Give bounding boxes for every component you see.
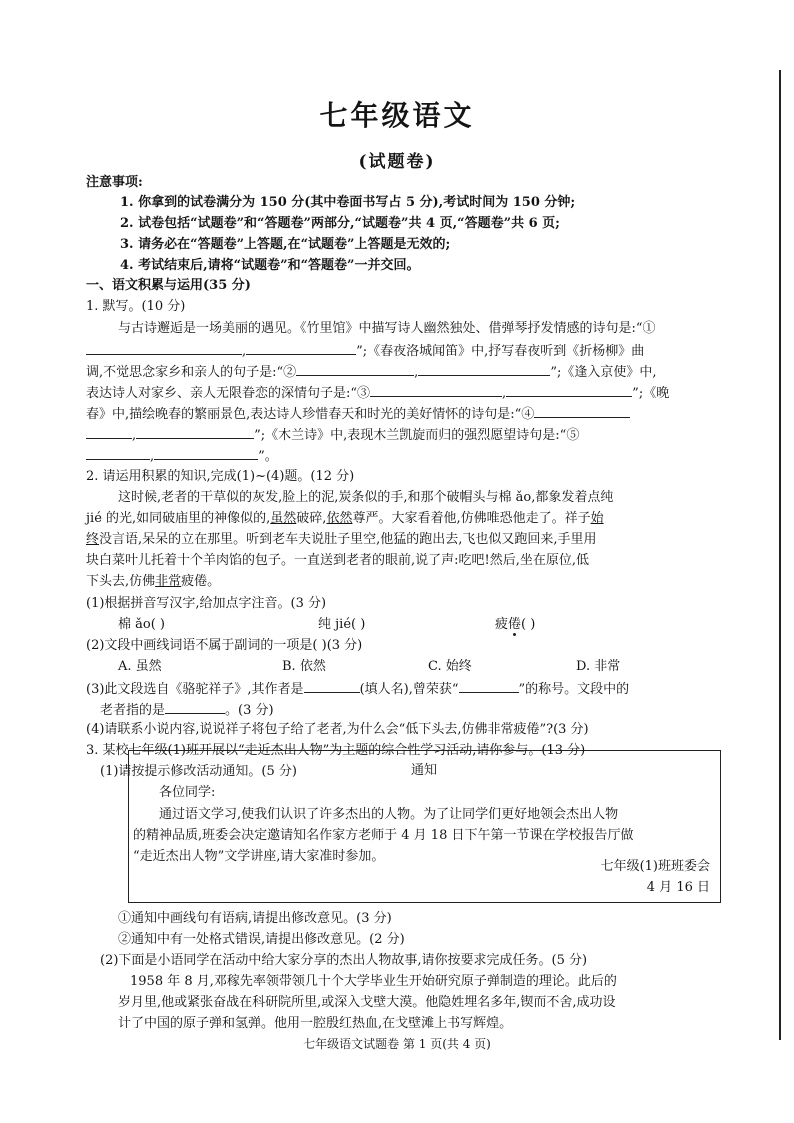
answer-blank[interactable]: [86, 446, 150, 460]
passage-text: 下头去,仿佛: [86, 574, 156, 589]
underlined-word: 虽然: [270, 511, 297, 526]
page-footer: 七年级语文试题卷 第 1 页(共 4 页): [303, 1037, 491, 1051]
question-text: 。(3 分): [225, 703, 274, 718]
q1-text: ”;《木兰诗》中,表现木兰凯旋而归的强烈愿望诗句是:“⑤: [254, 428, 580, 443]
note-item-2: 2. 试卷包括“试题卷”和“答题卷”两部分,“试题卷”共 4 页,“答题卷”共 6 页;: [120, 216, 560, 231]
underlined-word: 终: [86, 532, 100, 547]
question-text: (填人名),曾荣获“: [359, 682, 459, 697]
q1-line-1: [118, 320, 656, 337]
answer-blank[interactable]: [165, 700, 225, 714]
dotted-character: 倦: [508, 617, 522, 632]
q1-text: 春》中,描绘晚春的繁丽景色,表达诗人珍惜春天和时光的美好情怀的诗句是:“④: [86, 407, 535, 422]
story-line-1: 1958 年 8 月,邓稼先率领带领几十个大学毕业生开始研究原子弹制造的理论。此后的: [130, 974, 617, 989]
q1-line-4: 表达诗人对家乡、亲人无限眷恋的深情句子是:“③ , ”;《晚: [86, 383, 669, 402]
question-text: ”的称号。文段中的: [518, 682, 630, 697]
pinyin-item-1: 棉 ǎo( ): [118, 617, 165, 632]
q1-text: ”;《春夜洛城闻笛》中,抒写春夜听到《折杨柳》曲: [356, 344, 645, 359]
q3-task-2: ②通知中有一处格式错误,请提出修改意见。(2 分): [118, 932, 405, 947]
passage-text: 破碎,: [296, 511, 327, 526]
q1-text: 表达诗人对家乡、亲人无限眷恋的深情句子是:“③: [86, 386, 371, 401]
story-line-3: 计了中国的原子弹和氢弹。他用一腔殷红热血,在戈壁滩上书写辉煌。: [118, 1016, 513, 1031]
q2-passage-line-2: [86, 510, 604, 527]
q2-subquestion-3: [86, 679, 629, 698]
option-a[interactable]: A. 虽然: [118, 659, 162, 674]
passage-text: 尊严。大家看着他,仿佛唯恐他走了。祥子: [352, 511, 591, 526]
q2-heading: 2. 请运用积累的知识,完成(1)~(4)题。(12 分): [86, 469, 355, 484]
answer-blank[interactable]: [86, 425, 132, 439]
q2-passage-line-5: [86, 573, 220, 590]
answer-blank[interactable]: [418, 362, 550, 376]
underlined-word: 依然: [326, 511, 353, 526]
q1-text: 与古诗邂逅是一场美丽的遇见。《竹里馆》中描写诗人幽然独处、借弹琴抒发情感的诗句是:“①: [118, 321, 656, 336]
q2-passage-line-1: 这时候,老者的干草似的灰发,脸上的泥,炭条似的手,和那个破帽头与棉 ǎo,都象发着点纯: [118, 490, 614, 505]
section-heading: 一、语文积累与运用(35 分): [86, 278, 251, 293]
q2-passage-line-4: 块白菜叶儿托着十个羊肉馅的包子。一直送到老者的眼前,说了声:吃吧!然后,坐在原位,低: [86, 553, 590, 568]
option-d[interactable]: D. 非常: [576, 659, 621, 674]
answer-blank[interactable]: [370, 383, 502, 397]
q3-subquestion-1: (1)请按提示修改活动通知。(5 分): [100, 764, 297, 779]
notice-body-line-2: 的精神品质,班委会决定邀请知名作家方老师于 4 月 18 日下午第一节课在学校报告厅做: [133, 828, 634, 843]
answer-blank[interactable]: [296, 362, 414, 376]
q1-text: ”。: [258, 449, 278, 464]
answer-blank[interactable]: [304, 679, 360, 693]
q3-subquestion-2: (2)下面是小语同学在活动中给大家分享的杰出人物故事,请你按要求完成任务。(5 分): [100, 953, 588, 968]
page-edge-line: [779, 70, 781, 1040]
question-text: (3)此文段选自《骆驼祥子》,其作者是: [86, 682, 304, 697]
answer-blank[interactable]: [534, 404, 630, 418]
note-item-4: 4. 考试结束后,请将“试题卷”和“答题卷”一并交回。: [120, 258, 420, 273]
underlined-word: 始: [590, 511, 604, 526]
q1-line-2: , ”;《春夜洛城闻笛》中,抒写春夜听到《折杨柳》曲: [86, 341, 644, 360]
q1-line-3: 调,不觉思念家乡和亲人的句子是:“② , ”;《逢入京使》中,: [86, 362, 656, 381]
story-line-2: 岁月里,他或紧张奋战在科研院所里,或深入戈壁大漠。他隐姓埋名多年,锲而不舍,成功设: [118, 995, 616, 1010]
q1-text: ”;《晚: [632, 386, 670, 401]
passage-text: jié 的光,如同破庙里的神像似的,: [86, 511, 271, 526]
q1-text: 调,不觉思念家乡和亲人的句子是:“②: [86, 365, 297, 380]
question-text: 老者指的是: [100, 703, 166, 718]
q2-subquestion-4: (4)请联系小说内容,说说祥子将包子给了老者,为什么会“低下头去,仿佛非常疲倦”?(3 分): [86, 722, 589, 737]
underlined-word: 非常: [155, 574, 182, 589]
page-subtitle: (试题卷): [358, 152, 436, 172]
notice-title: 通知: [410, 763, 437, 778]
answer-blank[interactable]: [136, 425, 254, 439]
notes-heading: 注意事项:: [86, 175, 143, 190]
answer-blank[interactable]: [246, 341, 356, 355]
notice-date: 4 月 16 日: [646, 880, 710, 895]
q1-line-5: [86, 404, 630, 423]
q2-subquestion-3-cont: [100, 700, 274, 719]
q1-text: ”;《逢入京使》中,: [550, 365, 657, 380]
option-c[interactable]: C. 始终: [428, 659, 472, 674]
q1-line-6: , ”;《木兰诗》中,表现木兰凯旋而归的强烈愿望诗句是:“⑤: [86, 425, 579, 444]
page-title: 七年级语文: [319, 99, 475, 132]
notice-body-line-1: 通过语文学习,使我们认识了许多杰出的人物。为了让同学们更好地领会杰出人物: [159, 807, 619, 822]
answer-blank[interactable]: [86, 341, 242, 355]
word-text: ( ): [521, 617, 536, 632]
pinyin-item-2: 纯 jié( ): [318, 617, 366, 632]
q1-heading: 1. 默写。(10 分): [86, 299, 186, 314]
passage-text: 没言语,呆呆的立在那里。听到老车夫说肚子里空,他猛的跑出去,飞也似又跑回来,手里用: [99, 532, 597, 547]
answer-blank[interactable]: [459, 679, 519, 693]
passage-text: 疲倦。: [181, 574, 221, 589]
notice-box: [128, 750, 721, 903]
answer-blank[interactable]: [506, 383, 632, 397]
notice-body-line-3: “走近杰出人物”文学讲座,请大家准时参加。: [133, 849, 385, 864]
notice-signer: 七年级(1)班班委会: [600, 859, 710, 874]
q2-subquestion-2: (2)文段中画线词语不属于副词的一项是( )(3 分): [86, 638, 363, 653]
notice-greeting: 各位同学:: [159, 785, 216, 800]
answer-blank[interactable]: [154, 446, 258, 460]
q2-subquestion-1: (1)根据拼音写汉字,给加点字注音。(3 分): [86, 596, 327, 611]
q1-line-7: , ”。: [86, 446, 278, 465]
q2-passage-line-3: [86, 531, 597, 548]
q3-heading: 3. 某校七年级(1)班开展以“走近杰出人物”为主题的综合性学习活动,请你参与。(13 分): [86, 743, 586, 758]
word-text: 疲: [495, 617, 509, 632]
note-item-1: 1. 你拿到的试卷满分为 150 分(其中卷面书写占 5 分),考试时间为 150 分钟;: [120, 195, 576, 210]
pinyin-item-3: [495, 616, 535, 633]
option-b[interactable]: B. 依然: [282, 659, 326, 674]
q3-task-1: ①通知中画线句有语病,请提出修改意见。(3 分): [118, 911, 392, 926]
note-item-3: 3. 请务必在“答题卷”上答题,在“试题卷”上答题是无效的;: [120, 237, 451, 252]
